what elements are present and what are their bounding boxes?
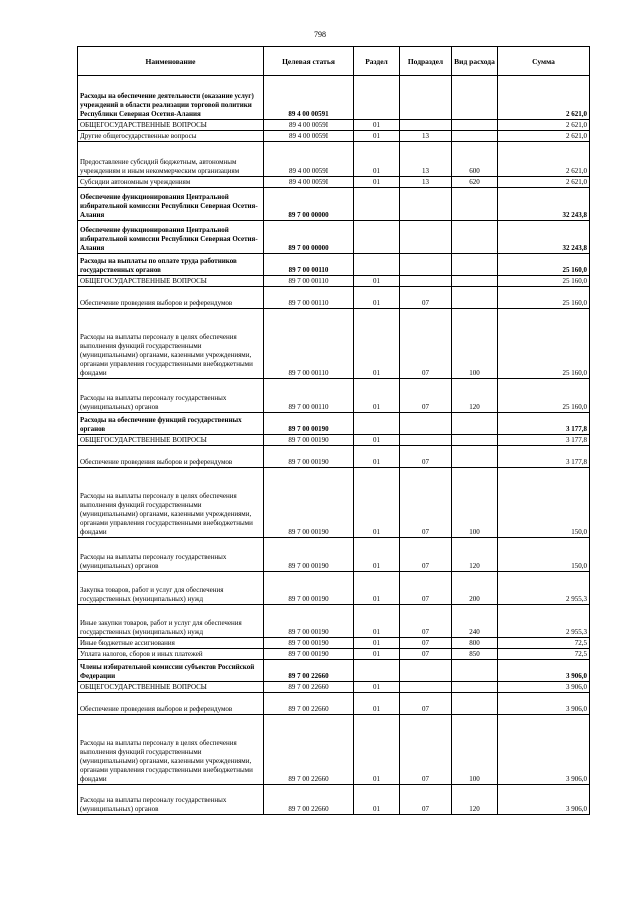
cell-type: 100: [452, 468, 498, 538]
table-row: [78, 682, 590, 693]
table-header-row: [78, 47, 590, 76]
cell-name: Расходы на выплаты по оплате труда работников государственных органов: [78, 254, 264, 276]
cell-name: ОБЩЕГОСУДАРСТВЕННЫЕ ВОПРОСЫ: [78, 120, 264, 131]
cell-subsection: 07: [400, 693, 452, 715]
cell-section: [354, 254, 400, 276]
cell-sum: 2 621,0: [498, 120, 590, 131]
cell-sum: 2 621,0: [498, 76, 590, 120]
cell-subsection: 07: [400, 572, 452, 605]
cell-section: 01: [354, 649, 400, 660]
cell-sum: 2 955,3: [498, 605, 590, 638]
cell-section: 01: [354, 435, 400, 446]
cell-type: [452, 446, 498, 468]
cell-subsection: 13: [400, 177, 452, 188]
cell-code: 89 7 00 00190: [264, 605, 354, 638]
cell-name: Члены избирательной комиссии субъектов Российской Федерации: [78, 660, 264, 682]
cell-code: 89 7 00 00190: [264, 638, 354, 649]
cell-section: 01: [354, 276, 400, 287]
cell-type: [452, 435, 498, 446]
cell-name: Расходы на выплаты персоналу государственных (муниципальных) органов: [78, 538, 264, 572]
cell-type: [452, 682, 498, 693]
table-row: [78, 379, 590, 413]
cell-subsection: [400, 413, 452, 435]
cell-subsection: 07: [400, 638, 452, 649]
cell-name: Иные бюджетные ассигнования: [78, 638, 264, 649]
cell-sum: 32 243,8: [498, 221, 590, 254]
cell-code: 89 7 00 22660: [264, 715, 354, 785]
cell-sum: 3 906,0: [498, 785, 590, 815]
table-row: [78, 276, 590, 287]
table-row: [78, 468, 590, 538]
cell-type: 600: [452, 142, 498, 177]
table-row: [78, 649, 590, 660]
table-row: [78, 605, 590, 638]
cell-sum: 32 243,8: [498, 188, 590, 221]
cell-code: 89 7 00 00190: [264, 649, 354, 660]
table-row: [78, 446, 590, 468]
cell-subsection: [400, 254, 452, 276]
header-code: Целевая статья: [264, 47, 354, 76]
table-row: [78, 638, 590, 649]
cell-type: [452, 693, 498, 715]
cell-sum: 25 160,0: [498, 276, 590, 287]
cell-sum: 25 160,0: [498, 254, 590, 276]
cell-type: [452, 287, 498, 309]
cell-type: [452, 188, 498, 221]
cell-subsection: [400, 276, 452, 287]
cell-name: Иные закупки товаров, работ и услуг для обеспечения государственных (муниципальных) нужд: [78, 605, 264, 638]
table-row: [78, 120, 590, 131]
cell-type: [452, 76, 498, 120]
header-sum: Сумма: [498, 47, 590, 76]
cell-code: 89 7 00 00190: [264, 538, 354, 572]
header-section: Раздел: [354, 47, 400, 76]
cell-name: Расходы на обеспечение деятельности (оказание услуг) учреждений в области реализации торговой политики Республики Северная Осетия-Алания: [78, 76, 264, 120]
cell-sum: 3 906,0: [498, 715, 590, 785]
cell-subsection: 07: [400, 379, 452, 413]
table-row: [78, 413, 590, 435]
cell-section: [354, 188, 400, 221]
cell-sum: 72,5: [498, 638, 590, 649]
cell-name: Расходы на выплаты персоналу государственных (муниципальных) органов: [78, 785, 264, 815]
cell-name: Расходы на выплаты персоналу государственных (муниципальных) органов: [78, 379, 264, 413]
cell-subsection: 07: [400, 649, 452, 660]
cell-section: 01: [354, 120, 400, 131]
cell-name: ОБЩЕГОСУДАРСТВЕННЫЕ ВОПРОСЫ: [78, 435, 264, 446]
cell-section: 01: [354, 785, 400, 815]
cell-type: 800: [452, 638, 498, 649]
cell-name: Расходы на обеспечение функций государственных органов: [78, 413, 264, 435]
cell-code: 89 4 00 0059I: [264, 131, 354, 142]
cell-subsection: [400, 76, 452, 120]
cell-code: 89 7 00 00190: [264, 572, 354, 605]
cell-name: Закупка товаров, работ и услуг для обеспечения государственных (муниципальных) нужд: [78, 572, 264, 605]
cell-type: [452, 413, 498, 435]
cell-section: 01: [354, 177, 400, 188]
cell-code: 89 7 00 22660: [264, 693, 354, 715]
cell-type: 200: [452, 572, 498, 605]
cell-subsection: 07: [400, 309, 452, 379]
cell-subsection: 07: [400, 605, 452, 638]
cell-subsection: 13: [400, 131, 452, 142]
cell-type: 240: [452, 605, 498, 638]
cell-sum: 150,0: [498, 468, 590, 538]
cell-section: 01: [354, 538, 400, 572]
table-row: [78, 221, 590, 254]
table-row: [78, 76, 590, 120]
cell-type: 850: [452, 649, 498, 660]
cell-name: Другие общегосударственные вопросы: [78, 131, 264, 142]
cell-section: 01: [354, 309, 400, 379]
cell-name: ОБЩЕГОСУДАРСТВЕННЫЕ ВОПРОСЫ: [78, 276, 264, 287]
cell-code: 89 7 00 00190: [264, 435, 354, 446]
cell-code: 89 7 00 00110: [264, 254, 354, 276]
header-name: Наименование: [78, 47, 264, 76]
cell-section: 01: [354, 572, 400, 605]
cell-section: 01: [354, 131, 400, 142]
cell-code: 89 7 00 00190: [264, 413, 354, 435]
cell-subsection: [400, 221, 452, 254]
table-row: [78, 309, 590, 379]
cell-type: 100: [452, 715, 498, 785]
table-row: [78, 538, 590, 572]
table-row: [78, 660, 590, 682]
table-row: [78, 715, 590, 785]
cell-sum: 3 177,8: [498, 435, 590, 446]
budget-table: [77, 46, 590, 815]
cell-type: [452, 660, 498, 682]
cell-sum: 2 621,0: [498, 131, 590, 142]
cell-name: Субсидии автономным учреждениям: [78, 177, 264, 188]
table-row: [78, 785, 590, 815]
table-row: [78, 572, 590, 605]
table-row: [78, 254, 590, 276]
cell-sum: 3 906,0: [498, 693, 590, 715]
cell-sum: 25 160,0: [498, 309, 590, 379]
cell-code: 89 4 00 0059I: [264, 120, 354, 131]
cell-sum: 3 906,0: [498, 660, 590, 682]
cell-section: 01: [354, 715, 400, 785]
cell-name: ОБЩЕГОСУДАРСТВЕННЫЕ ВОПРОСЫ: [78, 682, 264, 693]
cell-type: 120: [452, 785, 498, 815]
cell-code: 89 4 00 0059I: [264, 177, 354, 188]
cell-code: 89 7 00 22660: [264, 682, 354, 693]
cell-sum: 25 160,0: [498, 287, 590, 309]
cell-code: 89 7 00 00190: [264, 446, 354, 468]
cell-code: 89 7 00 22660: [264, 660, 354, 682]
cell-sum: 2 621,0: [498, 177, 590, 188]
cell-subsection: 07: [400, 287, 452, 309]
table-row: [78, 188, 590, 221]
cell-name: Обеспечение функционирования Центральной избирательной комиссии Республики Северная Осетия-Алания: [78, 221, 264, 254]
cell-section: [354, 413, 400, 435]
cell-code: 89 7 00 00000: [264, 221, 354, 254]
cell-section: 01: [354, 142, 400, 177]
cell-type: [452, 276, 498, 287]
cell-subsection: [400, 435, 452, 446]
cell-code: 89 7 00 22660: [264, 785, 354, 815]
cell-subsection: 13: [400, 142, 452, 177]
cell-section: 01: [354, 379, 400, 413]
cell-section: [354, 660, 400, 682]
cell-sum: 3 177,8: [498, 446, 590, 468]
table-row: [78, 177, 590, 188]
cell-name: Расходы на выплаты персоналу в целях обеспечения выполнения функций государственными (муниципальными) органами, казенными учреждениями, органами управления государственными внебюджетными фондами: [78, 468, 264, 538]
table-row: [78, 435, 590, 446]
cell-type: [452, 120, 498, 131]
cell-section: 01: [354, 287, 400, 309]
cell-subsection: [400, 188, 452, 221]
table-row: [78, 693, 590, 715]
cell-code: 89 7 00 00000: [264, 188, 354, 221]
cell-type: 620: [452, 177, 498, 188]
cell-code: 89 7 00 00110: [264, 287, 354, 309]
cell-type: [452, 254, 498, 276]
table-row: [78, 142, 590, 177]
cell-type: 120: [452, 538, 498, 572]
cell-code: 89 7 00 00110: [264, 309, 354, 379]
cell-sum: 150,0: [498, 538, 590, 572]
header-subsection: Подраздел: [400, 47, 452, 76]
cell-code: 89 7 00 00110: [264, 379, 354, 413]
cell-sum: 2 621,0: [498, 142, 590, 177]
cell-sum: 3 177,8: [498, 413, 590, 435]
cell-code: 89 4 00 00591: [264, 76, 354, 120]
cell-subsection: 07: [400, 785, 452, 815]
cell-subsection: [400, 660, 452, 682]
table-row: [78, 131, 590, 142]
cell-name: Предоставление субсидий бюджетным, автономным учреждениям и иным некоммерческим организациям: [78, 142, 264, 177]
cell-code: 89 7 00 00110: [264, 276, 354, 287]
cell-section: 01: [354, 468, 400, 538]
cell-subsection: 07: [400, 468, 452, 538]
cell-subsection: 07: [400, 538, 452, 572]
cell-subsection: [400, 120, 452, 131]
cell-type: 100: [452, 309, 498, 379]
cell-subsection: 07: [400, 446, 452, 468]
cell-section: 01: [354, 605, 400, 638]
cell-name: Обеспечение проведения выборов и референдумов: [78, 693, 264, 715]
cell-name: Обеспечение проведения выборов и референдумов: [78, 287, 264, 309]
cell-type: 120: [452, 379, 498, 413]
cell-name: Обеспечение функционирования Центральной избирательной комиссии Республики Северная Осетия-Алания: [78, 188, 264, 221]
page-number: 798: [314, 30, 326, 39]
header-type: Вид расхода: [452, 47, 498, 76]
cell-type: [452, 221, 498, 254]
cell-sum: 72,5: [498, 649, 590, 660]
cell-section: 01: [354, 693, 400, 715]
cell-code: 89 4 00 0059I: [264, 142, 354, 177]
cell-subsection: [400, 682, 452, 693]
cell-sum: 3 906,0: [498, 682, 590, 693]
cell-sum: 2 955,3: [498, 572, 590, 605]
cell-section: 01: [354, 446, 400, 468]
cell-subsection: 07: [400, 715, 452, 785]
cell-name: Расходы на выплаты персоналу в целях обеспечения выполнения функций государственными (муниципальными) органами, казенными учреждениями, органами управления государственными внебюджетными фондами: [78, 309, 264, 379]
cell-name: Расходы на выплаты персоналу в целях обеспечения выполнения функций государственными (муниципальными) органами, казенными учреждениями, органами управления государственными внебюджетными фондами: [78, 715, 264, 785]
cell-name: Уплата налогов, сборов и иных платежей: [78, 649, 264, 660]
cell-type: [452, 131, 498, 142]
cell-section: [354, 76, 400, 120]
cell-section: 01: [354, 638, 400, 649]
cell-name: Обеспечение проведения выборов и референдумов: [78, 446, 264, 468]
table-row: [78, 287, 590, 309]
cell-sum: 25 160,0: [498, 379, 590, 413]
cell-section: 01: [354, 682, 400, 693]
cell-code: 89 7 00 00190: [264, 468, 354, 538]
cell-section: [354, 221, 400, 254]
